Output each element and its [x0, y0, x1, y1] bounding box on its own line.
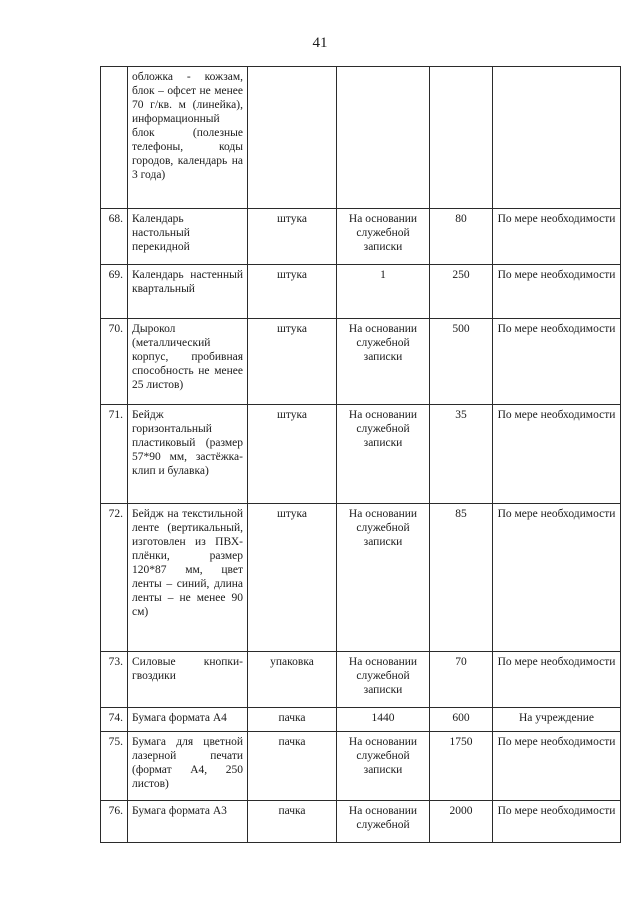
item-unit: пачка — [248, 708, 337, 732]
item-quantity — [337, 67, 430, 209]
row-number: 76. — [101, 801, 128, 843]
item-period: По мере необходимости — [493, 732, 621, 801]
item-price: 80 — [430, 209, 493, 265]
item-price: 600 — [430, 708, 493, 732]
item-quantity: На основании служебной записки — [337, 209, 430, 265]
table-row — [101, 67, 621, 209]
item-period: По мере необходимости — [493, 801, 621, 843]
item-quantity: На основании служебной — [337, 801, 430, 843]
item-quantity: 1440 — [337, 708, 430, 732]
item-price: 70 — [430, 652, 493, 708]
row-number: 71. — [101, 405, 128, 504]
item-period: По мере необходимости — [493, 265, 621, 319]
item-period: По мере необходимости — [493, 504, 621, 652]
row-number: 75. — [101, 732, 128, 801]
page-number: 41 — [312, 35, 328, 51]
item-name: Календарь настольный перекидной — [128, 209, 248, 265]
item-period: По мере необходимости — [493, 209, 621, 265]
table-row — [101, 708, 621, 732]
item-unit: пачка — [248, 801, 337, 843]
item-unit: пачка — [248, 732, 337, 801]
item-unit — [248, 67, 337, 209]
item-quantity: 1 — [337, 265, 430, 319]
item-unit: штука — [248, 319, 337, 405]
item-name: Бейдж горизонтальный пластиковый (размер 57*90 мм, застёжка-клип и булавка) — [128, 405, 248, 504]
row-number: 72. — [101, 504, 128, 652]
row-number: 70. — [101, 319, 128, 405]
item-name: Силовые кнопки-гвоздики — [128, 652, 248, 708]
item-name: Дырокол (металлический корпус, пробивная способность не менее 25 листов) — [128, 319, 248, 405]
item-price — [430, 67, 493, 209]
item-price: 85 — [430, 504, 493, 652]
row-number — [101, 67, 128, 209]
item-quantity: На основании служебной записки — [337, 652, 430, 708]
item-quantity: На основании служебной записки — [337, 732, 430, 801]
item-quantity: На основании служебной записки — [337, 405, 430, 504]
item-unit: штука — [248, 265, 337, 319]
item-unit: штука — [248, 504, 337, 652]
item-unit: штука — [248, 405, 337, 504]
item-name: Бумага формата А3 — [128, 801, 248, 843]
item-unit: упаковка — [248, 652, 337, 708]
item-name: Бейдж на текстильной ленте (вертикальный, изготовлен из ПВХ-плёнки, размер 120*87 мм, цвет ленты – синий, длина ленты – не менее 90 см) — [128, 504, 248, 652]
supplies-table — [100, 66, 621, 843]
table-row — [101, 265, 621, 319]
item-period: На учреждение — [493, 708, 621, 732]
item-price: 35 — [430, 405, 493, 504]
item-quantity: На основании служебной записки — [337, 504, 430, 652]
item-price: 2000 — [430, 801, 493, 843]
item-name: Бумага для цветной лазерной печати (формат А4, 250 листов) — [128, 732, 248, 801]
item-name: Календарь настенный квартальный — [128, 265, 248, 319]
item-price: 250 — [430, 265, 493, 319]
item-quantity: На основании служебной записки — [337, 319, 430, 405]
item-price: 1750 — [430, 732, 493, 801]
item-name: обложка - кожзам, блок – офсет не менее 70 г/кв. м (линейка), информационный блок (полезные телефоны, коды городов, календарь на 3 года) — [128, 67, 248, 209]
row-number: 74. — [101, 708, 128, 732]
row-number: 68. — [101, 209, 128, 265]
item-period: По мере необходимости — [493, 405, 621, 504]
table-row — [101, 652, 621, 708]
row-number: 69. — [101, 265, 128, 319]
table-row — [101, 801, 621, 843]
row-number: 73. — [101, 652, 128, 708]
item-period — [493, 67, 621, 209]
table-row — [101, 319, 621, 405]
item-period: По мере необходимости — [493, 652, 621, 708]
item-unit: штука — [248, 209, 337, 265]
item-name: Бумага формата А4 — [128, 708, 248, 732]
table-row — [101, 504, 621, 652]
table-row — [101, 209, 621, 265]
item-price: 500 — [430, 319, 493, 405]
table-row — [101, 405, 621, 504]
table-row — [101, 732, 621, 801]
item-period: По мере необходимости — [493, 319, 621, 405]
